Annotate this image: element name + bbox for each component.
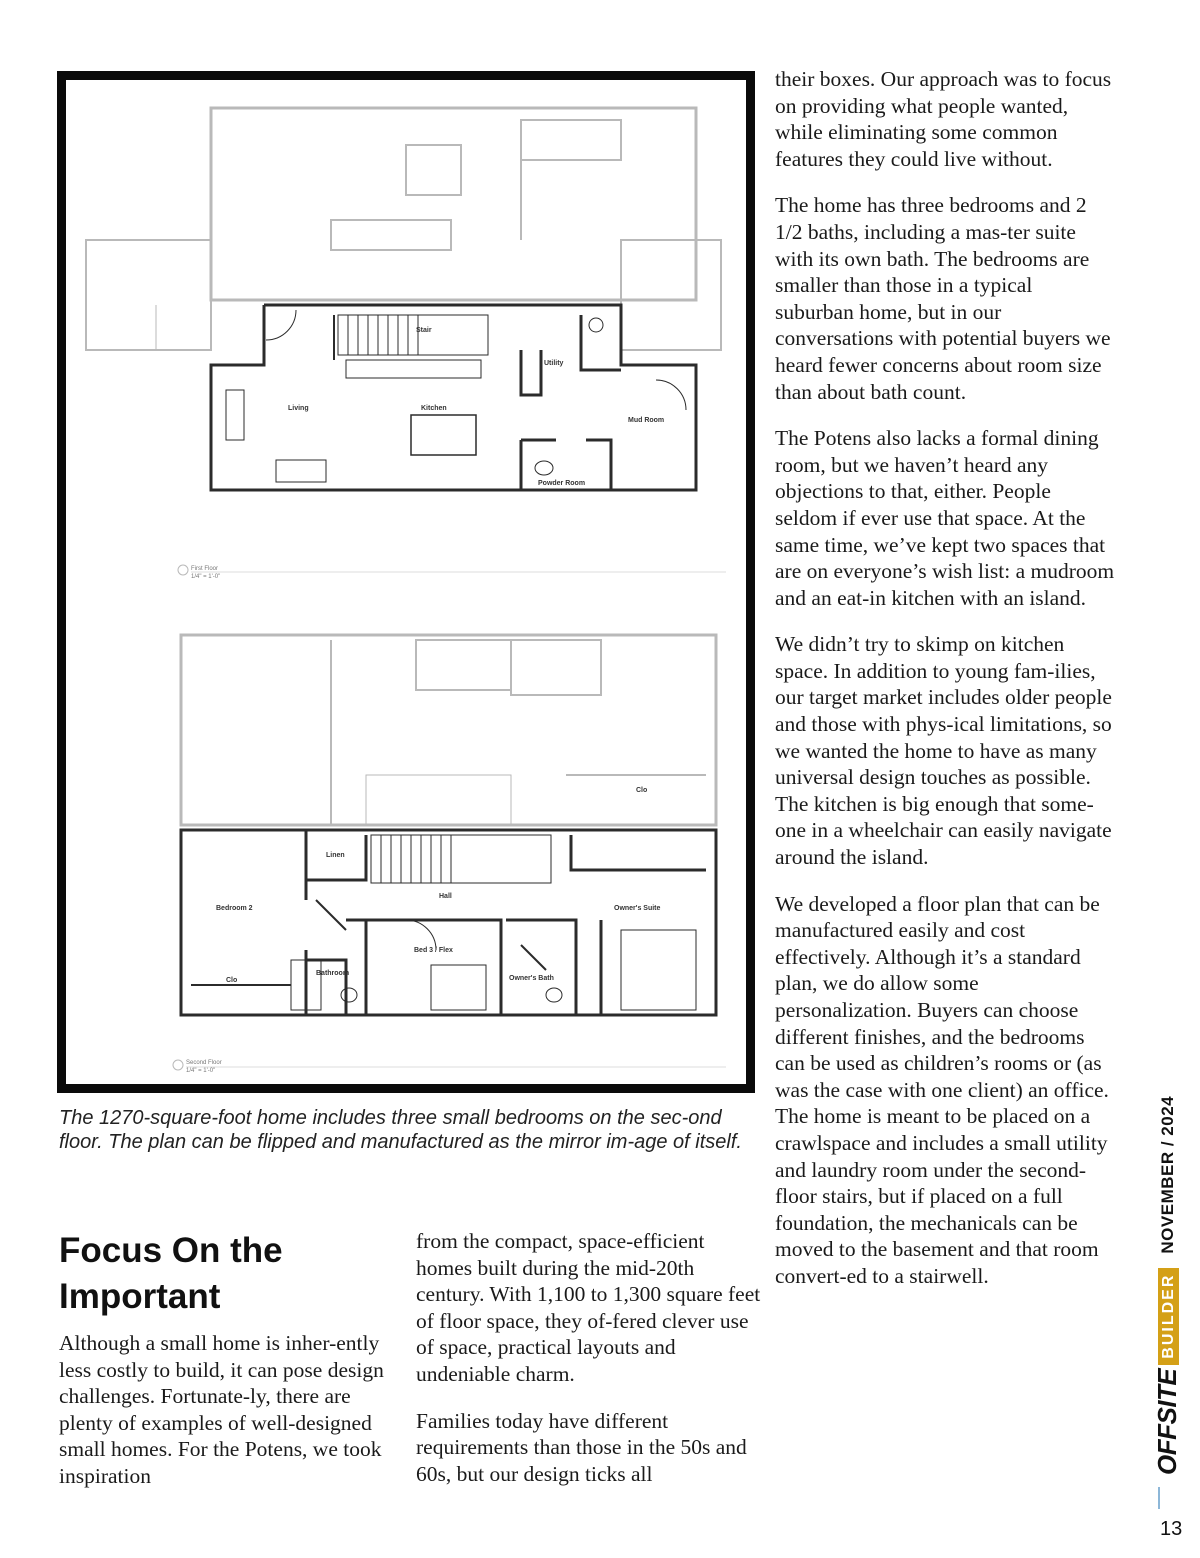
label-first-floor: First Floor: [191, 566, 218, 572]
label-owners-bath: Owner's Bath: [509, 975, 554, 982]
article-column-3: [775, 66, 1115, 1310]
label-stair: Stair: [416, 327, 432, 334]
label-second-scale: 1/4" = 1'-0": [186, 1068, 216, 1074]
page-number-divider: [1158, 1487, 1160, 1509]
issue-date: NOVEMBER / 2024: [1158, 1095, 1177, 1254]
label-bedroom2: Bedroom 2: [216, 905, 253, 912]
paragraph: Families today have different requirements than those in the 50s and 60s, but our design ticks all: [416, 1408, 747, 1486]
brand-name-builder: BUILDER: [1158, 1268, 1179, 1365]
article-column-2: [416, 1228, 761, 1507]
floor-plan-drawing: [66, 80, 746, 1084]
paragraph: We developed a floor plan that can be manufactured easily and cost effectively. Although it’s a standard plan, we do allow some personalization. Buyers can choose different finishes, and the bedrooms can be used as children’s rooms or (as was the case with one client) an office. The home is meant to be placed on a crawlspace and includes a small utility and laundry room under the second-floor stairs, but if placed on a full foundation, the mechanicals can be moved to the basement and that room convert-ed to a stairwell.: [775, 891, 1109, 1288]
paragraph: We didn’t try to skimp on kitchen space. In addition to young fam-ilies, our target market includes older people and those with phys-ical limitations, so we wanted the home to have as many universal design touches as possible. The kitchen is big enough that some-one in a wheelchair can easily navigate around the island.: [775, 632, 1112, 870]
paragraph: from the compact, space-efficient homes built during the mid-20th century. With 1,100 to 1,300 square feet of floor space, they of-fered clever use of space, practical layouts and undeniable charm.: [416, 1229, 761, 1386]
article-column-1: [59, 1330, 399, 1510]
label-kitchen: Kitchen: [421, 405, 447, 412]
label-utility: Utility: [544, 360, 564, 367]
label-linen: Linen: [326, 852, 345, 859]
sidebar-rotated-text: [1152, 1095, 1192, 1475]
label-living: Living: [288, 405, 309, 412]
paragraph: their boxes. Our approach was to focus on providing what people wanted, while eliminating some common features they could live without.: [775, 67, 1112, 171]
floor-plan-figure: [57, 71, 755, 1093]
paragraph: The home has three bedrooms and 2 1/2 baths, including a mas-ter suite with its own bath. The bedrooms are smaller than those in a typical suburban home, but in our conversations with potential buyers we heard fewer concerns about room size than about bath count.: [775, 193, 1111, 404]
label-bathroom: Bathroom: [316, 970, 350, 977]
paragraph: The Potens also lacks a formal dining room, but we haven’t heard any objections to that, either. People seldom if ever use that space. At the same time, we’ve kept two spaces that are on everyone’s wish list: a mudroom and an eat-in kitchen with an island.: [775, 426, 1115, 610]
second-floor-ghost-module: [181, 635, 716, 825]
first-floor-ghost-module: [86, 108, 721, 350]
label-hall: Hall: [439, 893, 452, 900]
first-floor-marker: [178, 565, 188, 575]
section-heading: Focus On the Important: [59, 1231, 283, 1316]
label-clo-lower: Clo: [226, 977, 238, 984]
label-mud-room: Mud Room: [628, 417, 665, 424]
publication-sidebar: [1148, 1095, 1198, 1475]
label-owners-suite: Owner's Suite: [614, 905, 661, 912]
first-floor-plan: [211, 305, 696, 490]
page-number: 13: [1160, 1518, 1183, 1540]
label-clo-upper: Clo: [636, 787, 648, 794]
paragraph: Although a small home is inher-ently less costly to build, it can pose design challenges. Fortunate-ly, there are plenty of examples of well-designed small homes. For the Potens, we took inspiration: [59, 1331, 384, 1488]
second-floor-marker: [173, 1060, 183, 1070]
label-bed3: Bed 3 / Flex: [414, 947, 453, 954]
label-second-floor: Second Floor: [186, 1060, 222, 1066]
label-powder-room: Powder Room: [538, 480, 586, 487]
figure-caption: The 1270-square-foot home includes three small bedrooms on the sec-ond floor. The plan can be flipped and manufactured as the mirror im-age of itself.: [59, 1107, 742, 1153]
second-floor-plan: [181, 830, 716, 1015]
brand-name-offsite: OFFSITE: [1152, 1368, 1182, 1475]
label-first-scale: 1/4" = 1'-0": [191, 574, 221, 580]
